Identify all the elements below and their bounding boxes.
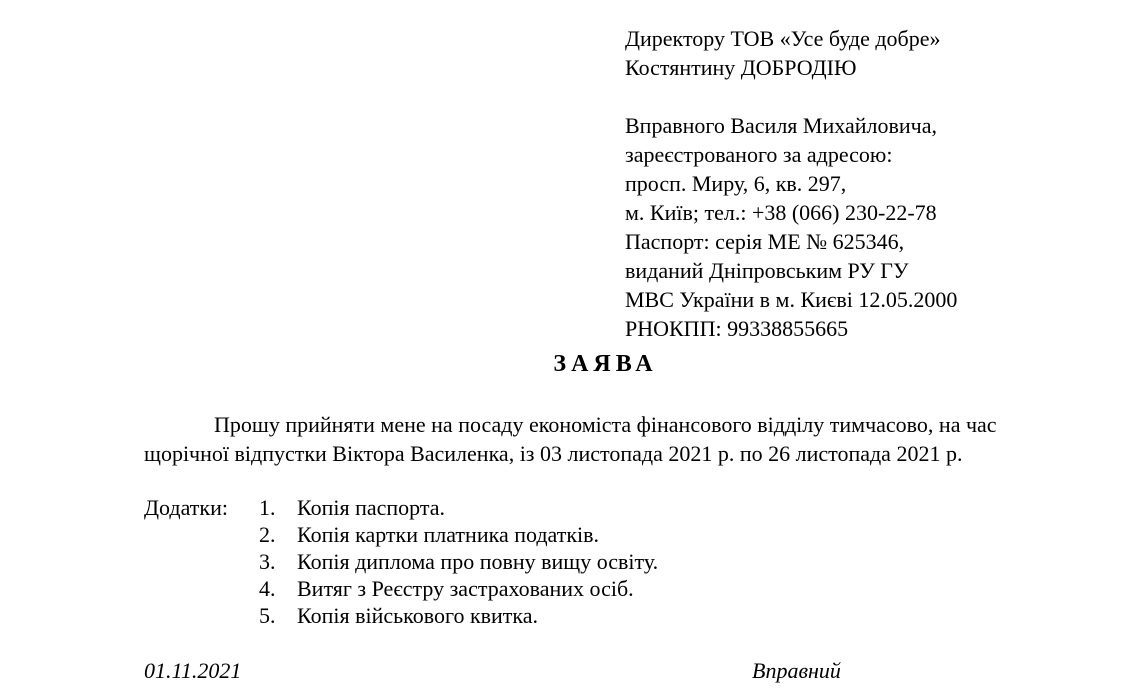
list-item-text: Копія картки платника податків. [297,522,600,547]
list-item [259,548,658,575]
body-line-1: Прошу прийняти мене на посаду економіста фінансового відділу тимчасово, на час [214,412,997,437]
list-item-text: Копія паспорта. [297,495,446,520]
document-title: ЗАЯВА [553,351,658,377]
addressee-to-line: Директору ТОВ «Усе буде добре» [625,26,941,51]
list-item-number: 3. [259,549,276,574]
signature: Вправний [752,658,841,683]
applicant-name-line: Вправного Василя Михайловича, [625,113,937,138]
applicant-tax-id: РНОКПП: 99338855665 [625,316,849,341]
applicant-passport-issuer-date: МВС України в м. Києві 12.05.2000 [625,287,958,312]
list-item-number: 2. [259,522,276,547]
list-item [259,494,445,521]
applicant-passport: Паспорт: серія МЕ № 625346, [625,229,905,254]
list-item-text: Витяг з Реєстру застрахованих осіб. [297,576,634,601]
document-date: 01.11.2021 [144,658,242,683]
applicant-address-label: зареєстрованого за адресою: [625,142,893,167]
addressee-spacer [625,82,957,111]
body-line-2: щорічної відпустки Віктора Василенка, із 03 листопада 2021 р. по 26 листопада 2021 р. [144,441,963,466]
list-item-text: Копія військового квитка. [297,603,539,628]
list-item-number: 5. [259,603,276,628]
addressee-name-line: Костянтину ДОБРОДІЮ [625,55,857,80]
list-item [259,602,538,629]
list-item-number: 1. [259,495,276,520]
attachments-label: Додатки: [144,495,228,520]
list-item-text: Копія диплома про повну вищу освіту. [297,549,659,574]
applicant-passport-issuer: виданий Дніпровським РУ ГУ [625,258,909,283]
applicant-city-phone: м. Київ; тел.: +38 (066) 230-22-78 [625,200,937,225]
list-item [259,521,599,548]
addressee-block [625,24,957,343]
list-item-number: 4. [259,576,276,601]
list-item [259,575,634,602]
applicant-address-street: просп. Миру, 6, кв. 297, [625,171,847,196]
document-body [144,410,1084,468]
